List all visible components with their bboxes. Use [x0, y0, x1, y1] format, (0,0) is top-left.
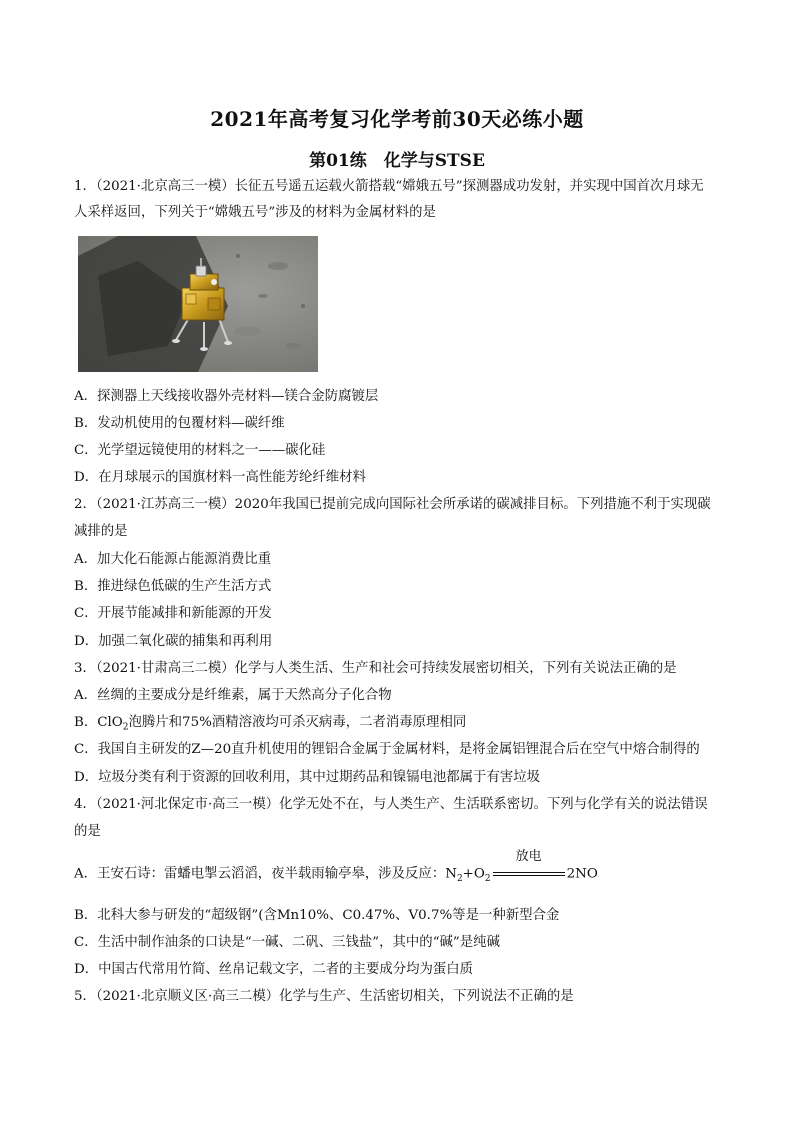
q1-stem-line1: 1．（2021·北京高三一模）长征五号遥五运载火箭搭载“嫦娥五号”探测器成功发射，并实现中国首次月球无 [74, 179, 704, 194]
lunar-lander-illustration [78, 236, 318, 372]
q1-option-a: A．探测器上天线接收器外壳材料—镁合金防腐镀层 [74, 389, 379, 404]
q3-option-b [74, 713, 734, 738]
q3-option-c: C．我国自主研发的Z—20直升机使用的锂铝合金属于金属材料，是将金属铝锂混合后在空气中熔合制得的 [74, 742, 700, 757]
reaction-arrow [493, 849, 565, 884]
lunar-lander-image [78, 236, 318, 372]
equals-line-top [493, 872, 565, 873]
q4-stem-line2: 的是 [74, 824, 101, 839]
q3-option-b-prefix: B．ClO [74, 715, 123, 730]
q4-option-a-text: A．王安石诗：雷蟠电掣云滔滔，夜半载雨输亭皋，涉及反应：N [74, 866, 457, 882]
q2-stem-line1: 2．（2021·江苏高三一模）2020年我国已提前完成向国际社会所承诺的碳减排目标。下列措施不利于实现碳 [74, 497, 711, 512]
q1-option-b: B．发动机使用的包覆材料—碳纤维 [74, 416, 285, 431]
q2-stem-line2: 减排的是 [74, 524, 128, 539]
q4-n2-subscript: 2 [456, 874, 463, 885]
page-subtitle: 第01练 化学与STSE [309, 151, 485, 171]
q2-option-a: A．加大化石能源占能源消费比重 [74, 552, 272, 567]
q4-option-a [74, 849, 734, 889]
q4-option-b: B．北科大参与研发的“超级钢”(含Mn10%、C0.47%、V0.7%等是一种新型合金 [74, 908, 560, 923]
q4-product: 2NO [566, 866, 598, 882]
q4-stem-line1: 4．（2021·河北保定市·高三一模）化学无处不在，与人类生产、生活联系密切。下列与化学有关的说法错误 [74, 797, 708, 812]
q3-option-a: A．丝绸的主要成分是纤维素，属于天然高分子化合物 [74, 688, 392, 703]
q3-option-b-text: 泡腾片和75%酒精溶液均可杀灭病毒，二者消毒原理相同 [128, 715, 467, 730]
q3-stem: 3．（2021·甘肃高三二模）化学与人类生活、生产和社会可持续发展密切相关，下列有关说法正确的是 [74, 661, 677, 676]
q1-stem-line2: 人采样返回，下列关于“嫦娥五号”涉及的材料为金属材料的是 [74, 205, 436, 220]
q4-o2-subscript: 2 [484, 874, 491, 885]
q3-option-b-subscript: 2 [122, 722, 129, 733]
q3-option-d: D．垃圾分类有利于资源的回收利用，其中过期药品和镍镉电池都属于有害垃圾 [74, 770, 541, 785]
q4-option-d: D．中国古代常用竹简、丝帛记载文字，二者的主要成分均为蛋白质 [74, 962, 474, 977]
q4-option-c: C．生活中制作油条的口诀是“一碱、二矾、三钱盐”，其中的“碱”是纯碱 [74, 935, 500, 950]
q2-option-b: B．推进绿色低碳的生产生活方式 [74, 579, 272, 594]
q2-option-c: C．开展节能减排和新能源的开发 [74, 606, 272, 621]
q1-option-c: C．光学望远镜使用的材料之一——碳化硅 [74, 443, 326, 458]
reaction-condition: 放电 [515, 849, 542, 864]
page-title: 2021年高考复习化学考前30天必练小题 [210, 107, 584, 131]
q4-plus-o: +O [462, 866, 485, 882]
equals-line-bottom [493, 875, 565, 876]
q1-option-d: D．在月球展示的国旗材料一高性能芳纶纤维材料 [74, 470, 366, 485]
q5-stem: 5．（2021·北京顺义区·高三二模）化学与生产、生活密切相关，下列说法不正确的是 [74, 989, 574, 1004]
q2-option-d: D．加强二氧化碳的捕集和再利用 [74, 634, 273, 649]
